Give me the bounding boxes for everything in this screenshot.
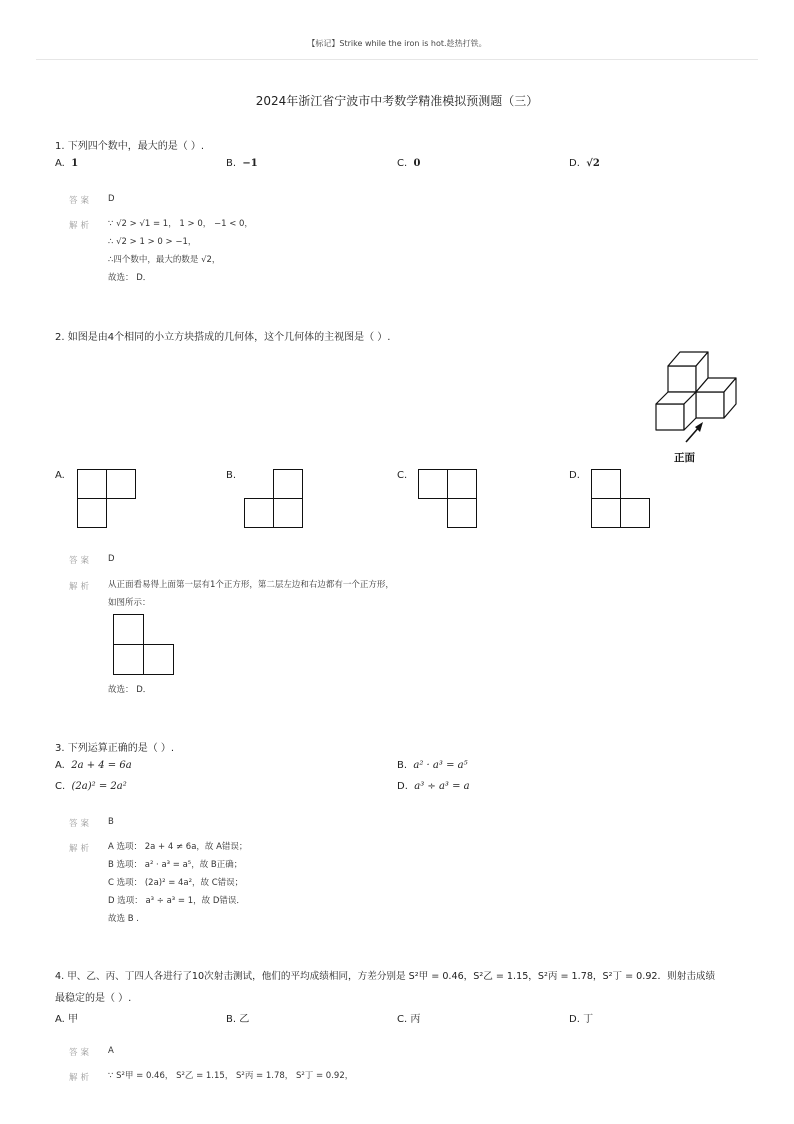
q2-figure-label: 正面 (674, 452, 695, 464)
q3-answer: B (108, 817, 114, 827)
q3-analysis-label: 解析 (69, 844, 93, 854)
q2-option-d[interactable]: D. (569, 470, 580, 481)
q2-analysis-line: 故选： D． (108, 685, 152, 695)
q1-answer-label: 答案 (69, 196, 93, 206)
grid-square (591, 498, 621, 528)
q2-answer: D (108, 554, 115, 564)
q4-option-a[interactable]: A. 甲 (55, 1014, 79, 1025)
q3-analysis-line: A 选项： 2a + 4 ≠ 6a，故 A错误； (108, 842, 248, 852)
q1-option-d[interactable]: D. √2 (569, 158, 600, 169)
document-title: 2024年浙江省宁波市中考数学精准模拟预测题（三） (255, 94, 539, 108)
q1-analysis-line: ∴ √2 > 1 > 0 > −1， (108, 237, 197, 247)
q3-option-a[interactable]: A. 2a + 4 = 6a (55, 760, 132, 771)
q4-stem-line2: 最稳定的是（ ）. (55, 993, 132, 1004)
q3-analysis-line: 故选 B . (108, 914, 139, 924)
q2-solid-figure (648, 346, 743, 466)
q2-option-b[interactable]: B. (226, 470, 237, 481)
cube-left-front (656, 404, 684, 430)
grid-square (77, 469, 107, 499)
grid-square (77, 498, 107, 528)
q1-option-a[interactable]: A. 1 (55, 158, 79, 169)
q4-analysis-label: 解析 (69, 1073, 93, 1083)
q2-analysis-figure (113, 614, 175, 676)
q4-stem-line1: 4. 甲、乙、丙、丁四人各进行了10次射击测试，他们的平均成绩相同，方差分别是 S²甲 = 0.46，S²乙 = 1.15，S²丙 = 1.78，S²丁 = 0.92．则射击成绩 (55, 971, 716, 982)
q3-option-c[interactable]: C. (2a)² = 2a² (55, 781, 127, 792)
grid-square (273, 469, 303, 499)
q3-option-d[interactable]: D. a³ ÷ a³ = a (397, 781, 470, 792)
q3-stem: 3. 下列运算正确的是（ ）. (55, 743, 175, 754)
q2-answer-label: 答案 (69, 556, 93, 566)
header-divider (36, 59, 758, 60)
q4-answer-label: 答案 (69, 1048, 93, 1058)
grid-square (113, 614, 144, 645)
q2-option-c-figure[interactable] (418, 469, 478, 529)
q1-option-c[interactable]: C. 0 (397, 158, 421, 169)
q3-analysis (108, 838, 247, 928)
q1-analysis-line: 故选： D． (108, 273, 152, 283)
q2-option-d-figure[interactable] (591, 469, 651, 529)
grid-square (620, 498, 650, 528)
q2-option-b-figure[interactable] (244, 469, 304, 529)
grid-square (143, 644, 174, 675)
q3-analysis-line: C 选项： (2a)² = 4a²，故 C错误； (108, 878, 244, 888)
q2-analysis-label: 解析 (69, 582, 93, 592)
q2-stem: 2. 如图是由4个相同的小立方块搭成的几何体，这个几何体的主视图是（ ）. (55, 332, 391, 343)
q1-answer: D (108, 194, 115, 204)
q2-analysis-line: 如图所示： (108, 598, 151, 608)
q1-analysis-line: ∵ √2 > √1 = 1， 1 > 0， −1 < 0， (108, 219, 253, 229)
grid-square (244, 498, 274, 528)
q3-analysis-line: B 选项： a² · a³ = a⁵，故 B正确； (108, 860, 243, 870)
q4-analysis-line: ∵ S²甲 = 0.46， S²乙 = 1.15， S²丙 = 1.78， S²丁 = 0.92， (108, 1071, 354, 1081)
grid-square (113, 644, 144, 675)
cube-right-front (696, 392, 724, 418)
q1-stem: 1. 下列四个数中，最大的是（ ）. (55, 141, 205, 152)
q4-option-b[interactable]: B. 乙 (226, 1014, 250, 1025)
q1-analysis-line: ∴四个数中，最大的数是 √2， (108, 255, 221, 265)
q3-option-b[interactable]: B. a² · a³ = a⁵ (397, 760, 468, 771)
page-header-motto: 【标记】Strike while the iron is hot.趁热打铁。 (307, 39, 487, 48)
q1-option-b[interactable]: B. −1 (226, 158, 258, 169)
q2-option-a[interactable]: A. (55, 470, 65, 481)
q3-analysis-line: D 选项： a³ ÷ a³ = 1，故 D错误． (108, 896, 245, 906)
q1-analysis (108, 215, 253, 287)
q1-analysis-label: 解析 (69, 221, 93, 231)
q4-answer: A (108, 1046, 114, 1056)
grid-square (591, 469, 621, 499)
q2-option-c[interactable]: C. (397, 470, 408, 481)
q2-analysis-line: 从正面看易得上面第一层有1个正方形，第二层左边和右边都有一个正方形， (108, 580, 394, 590)
q3-answer-label: 答案 (69, 819, 93, 829)
grid-square (418, 469, 448, 499)
q2-option-a-figure[interactable] (77, 469, 137, 529)
cube-top-front (668, 366, 696, 392)
q4-option-d[interactable]: D. 丁 (569, 1014, 594, 1025)
grid-square (447, 469, 477, 499)
q4-option-c[interactable]: C. 丙 (397, 1014, 421, 1025)
grid-square (273, 498, 303, 528)
grid-square (447, 498, 477, 528)
grid-square (106, 469, 136, 499)
